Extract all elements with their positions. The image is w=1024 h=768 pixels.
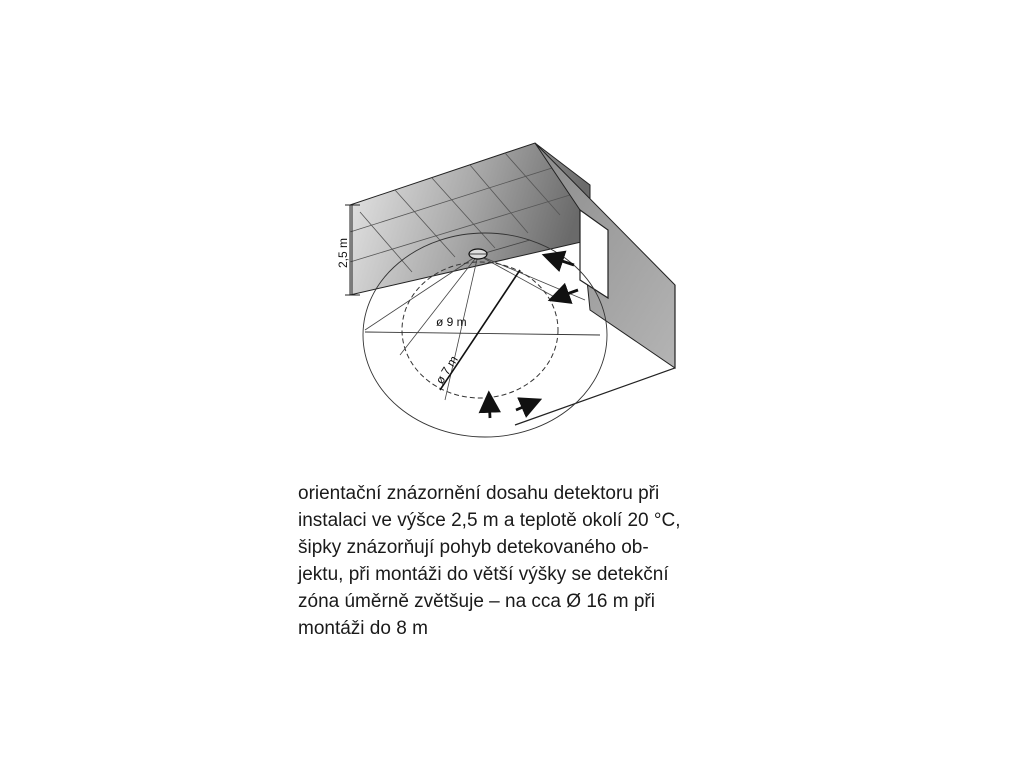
arrow-icon [489, 396, 490, 418]
caption-line: instalaci ve výšce 2,5 m a teplotě okolí 20 °C, [298, 510, 681, 531]
outer-diameter-line [365, 332, 600, 335]
height-label: 2,5 m [336, 237, 350, 268]
arrow-icon [516, 401, 537, 410]
caption-line: šipky znázorňují pohyb detekovaného ob- [298, 537, 649, 558]
caption-line: jektu, při montáži do větší výšky se detekční [298, 564, 669, 585]
caption-line: orientační znázornění dosahu detektoru při [298, 483, 660, 504]
inner-diameter-label: ø 7 m [432, 353, 461, 387]
outer-diameter-label: ø 9 m [436, 315, 467, 329]
caption [298, 480, 738, 642]
caption-line: montáži do 8 m [298, 618, 428, 639]
arrow-icon [553, 290, 578, 299]
arrow-icon [547, 256, 574, 265]
caption-line: zóna úměrně zvětšuje – na cca Ø 16 m při [298, 591, 655, 612]
